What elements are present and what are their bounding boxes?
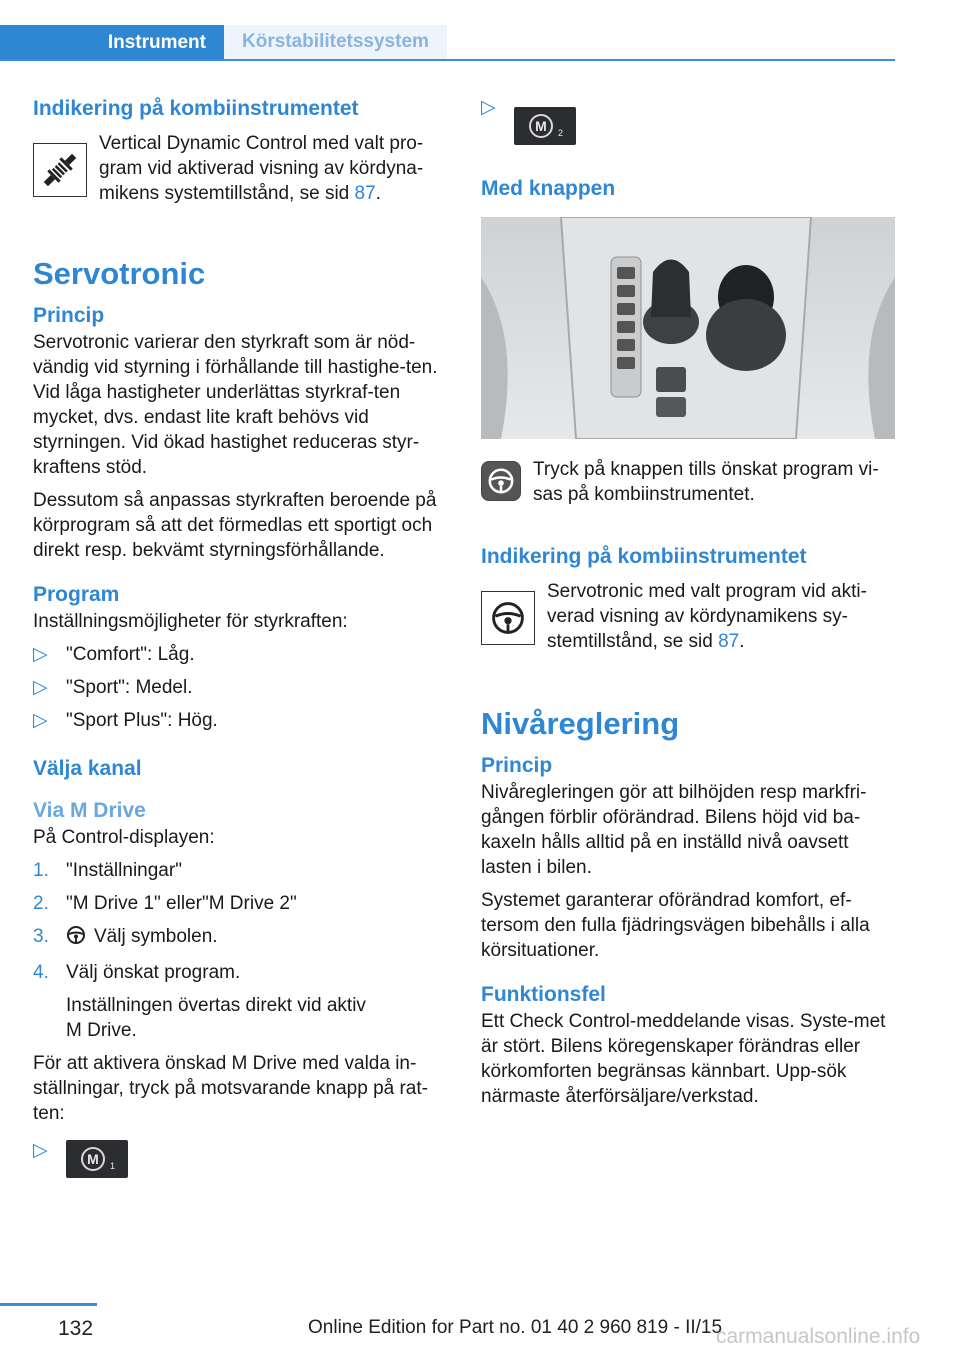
m1-button-icon[interactable] — [66, 1140, 128, 1178]
m2-button-row — [481, 95, 896, 145]
list-item: 1. "Inställningar" — [33, 860, 182, 881]
vdc-indication-heading: Indikering på kombiinstrumentet — [33, 97, 359, 120]
footer-rule — [0, 1303, 97, 1306]
princip-paragraph-2: Dessutom så anpassas styrkraften beroende på körprogram så att det förmedlas ett sportigt och direkt resp. bekvämt styrningsförhållande. — [33, 490, 437, 561]
tab-korstabilitetssystem[interactable]: Körstabilitetssystem — [224, 25, 447, 59]
page-number: 132 — [58, 1317, 94, 1340]
vdc-indication-row — [33, 133, 448, 206]
tab-instrument[interactable]: Instrument — [0, 25, 224, 61]
page-link-87[interactable]: 87 — [354, 183, 376, 204]
program-heading: Program — [33, 583, 120, 606]
list-item: ▷ "Comfort": Låg. — [33, 644, 195, 665]
steering-wheel-button-icon — [481, 461, 521, 501]
list-item: ▷ "Sport Plus": Hög. — [33, 710, 218, 731]
med-knappen-heading: Med knappen — [481, 177, 616, 200]
header-tabs — [0, 25, 895, 61]
via-m-drive-heading: Via M Drive — [33, 799, 146, 822]
activate-text: För att aktivera önskad M Drive med valda in-ställningar, tryck på motsvarande knapp på rat-ten: — [33, 1053, 428, 1124]
niva-princip-heading: Princip — [481, 754, 553, 777]
princip-heading: Princip — [33, 304, 105, 327]
svg-text:1: 1 — [110, 1161, 116, 1171]
svg-text:2: 2 — [558, 128, 564, 138]
list-item: ▷ "Sport": Medel. — [33, 677, 193, 698]
bullet-triangle-icon: ▷ — [33, 677, 48, 698]
program-intro: Inställningsmöjligheter för styrkraften: — [33, 611, 348, 632]
funktionsfel-text: Ett Check Control-meddelande visas. Syste-met är stört. Bilens köregenskaper förändras eller körkomforten begränsas kännbart. Upp-sök närmaste återförsäljare/verkstad. — [481, 1011, 886, 1107]
step4-note: Inställningen övertas direkt vid aktiv M Drive. — [66, 995, 366, 1041]
servotronic-indication-text: Servotronic med valt program vid akti-verad visning av kördynamikens sy-stemtillstånd, se sid 87. — [547, 581, 867, 652]
funktionsfel-heading: Funktionsfel — [481, 983, 606, 1006]
m1-button-row — [33, 1138, 448, 1178]
valja-kanal-heading: Välja kanal — [33, 757, 142, 780]
list-item: 2. "M Drive 1" eller"M Drive 2" — [33, 893, 297, 914]
right-column — [481, 95, 896, 1109]
edition-text: Online Edition for Part no. 01 40 2 960 819 - II/15 — [308, 1317, 723, 1338]
niva-princip-paragraph-2: Systemet garanterar oförändrad komfort, ef-tersom den fulla fjädringsvägen bibehålls i alla körsituationer. — [481, 890, 870, 961]
steering-wheel-indicator-icon — [481, 591, 535, 645]
list-item: 4. Välj önskat program. — [33, 962, 241, 983]
nivareglering-heading: Nivåreglering — [481, 706, 680, 741]
servotronic-heading: Servotronic — [33, 256, 206, 291]
bullet-triangle-icon: ▷ — [481, 97, 496, 118]
princip-paragraph-1: Servotronic varierar den styrkraft som är nöd-vändig vid styrning i förhållande till hastighe-ten. Vid låga hastigheter underlättas styrkraf-ten mycket, dvs. endast lite kraft behövs vid styrningen. Vid ökad hastighet reduceras styr-kraftens stöd. — [33, 332, 438, 478]
center-console-photo — [481, 217, 895, 439]
watermark: carmanualsonline.info — [716, 1325, 921, 1348]
svg-text:M: M — [87, 1151, 99, 1167]
knappen-instruction-row — [481, 461, 896, 507]
svg-text:M: M — [535, 118, 547, 134]
bullet-triangle-icon: ▷ — [33, 644, 48, 665]
header-rule — [0, 59, 895, 61]
list-item: 3. Välj symbolen. — [33, 924, 448, 952]
bullet-triangle-icon: ▷ — [33, 1140, 48, 1161]
bullet-triangle-icon: ▷ — [33, 710, 48, 731]
servotronic-indication-heading: Indikering på kombiinstrumentet — [481, 545, 807, 568]
steering-wheel-icon — [66, 925, 86, 952]
m2-button-icon[interactable] — [514, 107, 576, 145]
m-drive-steps — [33, 858, 448, 985]
left-column — [33, 95, 448, 1178]
vdc-indication-text: Vertical Dynamic Control med valt pro-gram vid aktiverad visning av kördyna-mikens systemtillstånd, se sid 87. — [99, 133, 424, 204]
servotronic-indication-row — [481, 581, 896, 654]
m-drive-intro: På Control-displayen: — [33, 827, 215, 848]
shock-absorber-icon — [33, 143, 87, 197]
program-list — [33, 642, 448, 733]
niva-princip-paragraph-1: Nivåregleringen gör att bilhöjden resp markfri-gången förblir oförändrad. Bilens höjd vid ba-kaxeln hålls alltid på en inställd nivå oavsett lasten i bilen. — [481, 782, 867, 878]
page-link-87[interactable]: 87 — [718, 631, 740, 652]
knappen-instruction-text: Tryck på knappen tills önskat program vi-sas på kombiinstrumentet. — [533, 459, 879, 505]
